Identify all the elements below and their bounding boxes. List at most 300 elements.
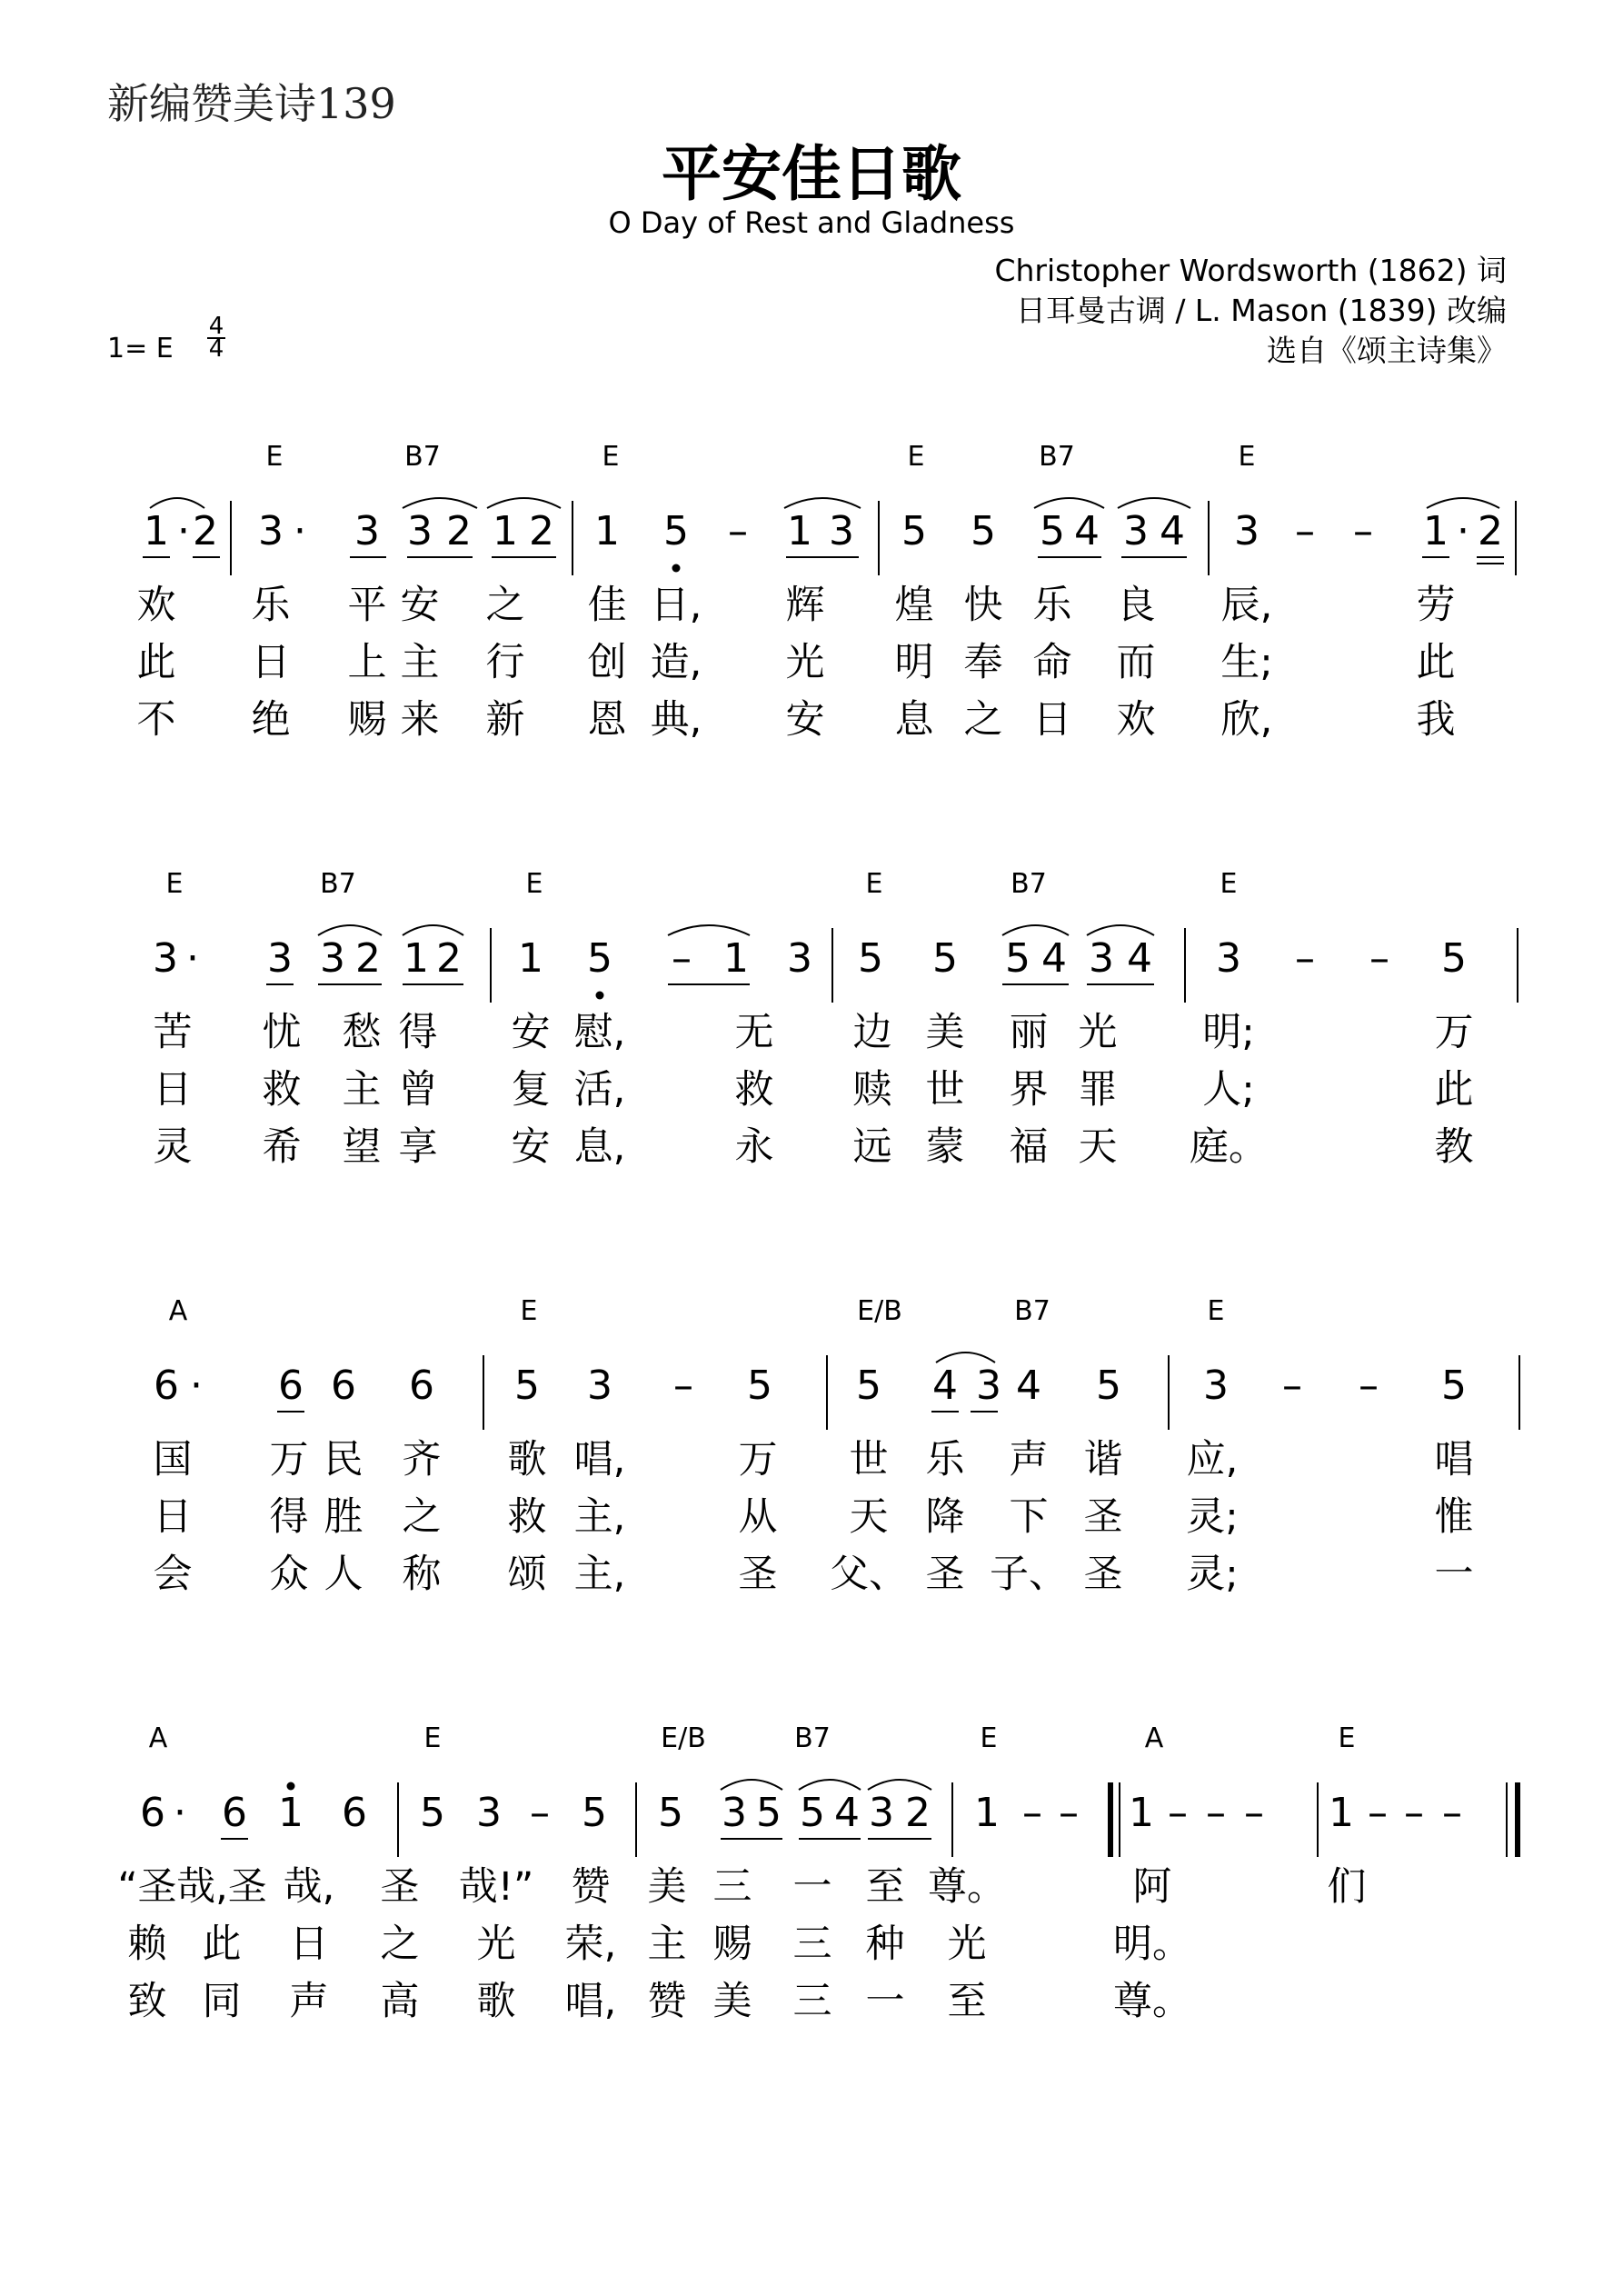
note: 1: [278, 1790, 304, 1836]
lyric-syllable: 一: [865, 1979, 905, 2024]
note: 5: [1441, 1363, 1467, 1409]
chord-symbol: E: [525, 868, 543, 900]
note: 3: [1216, 935, 1241, 982]
lyric-syllable: 救: [734, 1067, 774, 1113]
lyric-syllable: 惟: [1434, 1494, 1474, 1540]
lyric-syllable: 安: [511, 1010, 551, 1055]
lyric-syllable: 高: [380, 1979, 420, 2024]
note: 4: [1041, 935, 1067, 982]
lyric-syllable: 得: [269, 1494, 309, 1540]
lyric-syllable: 世: [925, 1067, 965, 1113]
lyric-syllable: 我: [1416, 697, 1456, 743]
slur: [318, 925, 382, 935]
lyric-syllable: 谐: [1083, 1437, 1123, 1482]
note: ·: [190, 1363, 203, 1409]
note: 1: [787, 508, 812, 554]
note: 3: [829, 508, 854, 554]
note: –: [1442, 1790, 1462, 1836]
lyric-syllable: 日: [251, 640, 291, 685]
lyric-syllable: 劳: [1416, 583, 1456, 628]
lyric-syllable: 光: [947, 1922, 987, 1967]
note: 5: [756, 1790, 782, 1836]
lyric-syllable: 赞: [647, 1979, 687, 2024]
lyric-syllable: 希: [262, 1124, 302, 1170]
lyric-syllable: 从: [738, 1494, 778, 1540]
note: ·: [174, 1790, 186, 1836]
lyric-syllable: 齐: [402, 1437, 442, 1482]
note: 1: [594, 508, 620, 554]
note: 5: [582, 1790, 607, 1836]
note: 1: [403, 935, 429, 982]
lyric-syllable: 日: [153, 1494, 193, 1540]
lyric-syllable: 日: [289, 1922, 329, 1967]
slur: [1034, 498, 1104, 508]
lyric-syllable: 奉: [963, 640, 1003, 685]
lyric-syllable: 绝: [251, 697, 291, 743]
note: 6: [342, 1790, 367, 1836]
lyric-syllable: 天: [849, 1494, 889, 1540]
lyric-syllable: 民: [324, 1437, 363, 1482]
lyric-syllable: 此: [202, 1922, 242, 1967]
hymn-subtitle: O Day of Rest and Gladness: [608, 205, 1015, 240]
lyric-syllable: 平: [347, 583, 387, 628]
lyric-syllable: 不: [136, 697, 176, 743]
lyric-syllable: 望: [342, 1124, 382, 1170]
lyric-syllable: 主: [342, 1067, 382, 1113]
lyric-syllable: 安: [511, 1124, 551, 1170]
note: 1: [1423, 508, 1449, 554]
lyric-syllable: 得: [398, 1010, 438, 1055]
lyric-syllable: 日: [1032, 697, 1072, 743]
lyric-syllable: 此: [136, 640, 176, 685]
note: 3: [153, 935, 178, 982]
slur: [1427, 498, 1499, 508]
lyric-syllable: 降: [925, 1494, 965, 1540]
lyric-syllable: 颂: [507, 1552, 547, 1597]
lyric-syllable: 光: [1078, 1010, 1118, 1055]
chord-symbol: E/B: [661, 1722, 706, 1754]
lyric-syllable: 赞: [571, 1864, 611, 1910]
lyric-syllable: 唱,: [573, 1437, 626, 1482]
lyric-syllable: 上: [347, 640, 387, 685]
chord-symbol: E: [865, 868, 883, 900]
note: 6: [222, 1790, 247, 1836]
lyric-syllable: 三: [792, 1922, 832, 1967]
lyric-syllable: 灵: [153, 1124, 193, 1170]
note: 6: [278, 1363, 304, 1409]
slur: [784, 498, 861, 508]
lyric-syllable: 生;: [1220, 640, 1273, 685]
lyric-syllable: 下: [1009, 1494, 1049, 1540]
note: 3: [722, 1790, 747, 1836]
lyric-syllable: 新: [485, 697, 525, 743]
lyric-syllable: 苦: [153, 1010, 193, 1055]
lyric-syllable: 阿: [1132, 1864, 1172, 1910]
lyric-syllable: 灵;: [1186, 1494, 1239, 1540]
lyric-syllable: “圣: [117, 1864, 177, 1910]
lyric-syllable: 圣: [1083, 1494, 1123, 1540]
lyric-syllable: 圣: [1083, 1552, 1123, 1597]
lyric-syllable: 息: [894, 697, 934, 743]
lyric-syllable: 至: [947, 1979, 987, 2024]
lyric-syllable: 永: [734, 1124, 774, 1170]
note: 3: [476, 1790, 502, 1836]
note: 5: [663, 508, 689, 554]
note: –: [1295, 935, 1315, 982]
chord-symbol: E: [1238, 441, 1256, 473]
note: 4: [1160, 508, 1185, 554]
note: 4: [932, 1363, 958, 1409]
lyric-syllable: 之: [963, 697, 1003, 743]
lyric-syllable: 活,: [573, 1067, 626, 1113]
note: 5: [1005, 935, 1031, 982]
note: –: [1368, 1790, 1388, 1836]
lyric-syllable: 之: [402, 1494, 442, 1540]
note: 4: [834, 1790, 860, 1836]
note: 5: [514, 1363, 540, 1409]
note: 5: [1441, 935, 1467, 982]
lyric-syllable: 歌: [476, 1979, 516, 2024]
lyric-syllable: 致: [127, 1979, 167, 2024]
lyric-syllable: 光: [476, 1922, 516, 1967]
lyric-syllable: 来: [400, 697, 440, 743]
note: 4: [1074, 508, 1100, 554]
lyric-syllable: 煌: [894, 583, 934, 628]
lyric-syllable: 赖: [127, 1922, 167, 1967]
lyric-syllable: 辰,: [1220, 583, 1273, 628]
note: 1: [1329, 1790, 1354, 1836]
lyric-syllable: 远: [852, 1124, 892, 1170]
lyric-syllable: 圣: [925, 1552, 965, 1597]
lyric-syllable: 主: [647, 1922, 687, 1967]
note: 2: [355, 935, 381, 982]
note: 2: [905, 1790, 931, 1836]
lyric-syllable: 三: [712, 1864, 752, 1910]
chord-symbol: E: [265, 441, 284, 473]
note: 6: [154, 1363, 179, 1409]
lyric-syllable: 万: [738, 1437, 778, 1482]
lyric-syllable: 美: [712, 1979, 752, 2024]
lyric-syllable: 人;: [1202, 1067, 1255, 1113]
lyric-syllable: 享: [398, 1124, 438, 1170]
lyric-syllable: 圣: [380, 1864, 420, 1910]
chord-symbol: A: [168, 1295, 188, 1327]
slur: [150, 498, 204, 508]
lyric-syllable: 光: [785, 640, 825, 685]
lyric-syllable: 欢: [136, 583, 176, 628]
lyric-syllable: 乐: [251, 583, 291, 628]
lyric-syllable: 灵;: [1186, 1552, 1239, 1597]
lyric-syllable: 人: [324, 1552, 363, 1597]
lyric-syllable: 至: [865, 1864, 905, 1910]
credit-tune: 日耳曼古调 / L. Mason (1839) 改编: [1015, 293, 1507, 328]
note: ·: [1457, 508, 1469, 554]
lyric-syllable: 无: [734, 1010, 774, 1055]
lyric-syllable: 而: [1116, 640, 1156, 685]
lyric-syllable: 众: [269, 1552, 309, 1597]
chord-symbol: E: [423, 1722, 442, 1754]
note: 2: [529, 508, 554, 554]
slur: [868, 1780, 931, 1790]
lyric-syllable: 界: [1009, 1067, 1049, 1113]
credit-words: Christopher Wordsworth (1862) 词: [994, 253, 1507, 288]
lyric-syllable: 教: [1434, 1124, 1474, 1170]
note: –: [530, 1790, 550, 1836]
lyric-syllable: 典,: [650, 697, 702, 743]
lyric-syllable: 乐: [925, 1437, 965, 1482]
chord-symbol: B7: [1014, 1295, 1050, 1327]
lyric-syllable: 恩: [587, 697, 627, 743]
note: 5: [971, 508, 996, 554]
lyric-syllable: 万: [1434, 1010, 1474, 1055]
lyric-syllable: 此: [1434, 1067, 1474, 1113]
lyric-syllable: 赎: [852, 1067, 892, 1113]
lyric-syllable: 美: [647, 1864, 687, 1910]
note: –: [1244, 1790, 1264, 1836]
credit-source: 选自《颂主诗集》: [1267, 333, 1507, 368]
note: 1: [518, 935, 543, 982]
slur: [1118, 498, 1190, 508]
slur: [799, 1780, 861, 1790]
note: 1: [493, 508, 518, 554]
note: –: [1168, 1790, 1188, 1836]
chord-symbol: B7: [1011, 868, 1047, 900]
note: 5: [1040, 508, 1065, 554]
note: 4: [1127, 935, 1152, 982]
chord-symbol: A: [148, 1722, 168, 1754]
note: 2: [446, 508, 472, 554]
note: 3: [1234, 508, 1260, 554]
slur: [721, 1780, 782, 1790]
note: 1: [1129, 1790, 1154, 1836]
lyric-syllable: 曾: [398, 1067, 438, 1113]
note: –: [1059, 1790, 1079, 1836]
note: 5: [858, 935, 883, 982]
note: –: [673, 1363, 693, 1409]
note: 5: [747, 1363, 772, 1409]
slur: [403, 498, 477, 508]
lyric-syllable: 主: [400, 640, 440, 685]
note: 3: [267, 935, 293, 982]
note: 3: [258, 508, 284, 554]
lyric-syllable: 命: [1032, 640, 1072, 685]
lyric-syllable: 主,: [573, 1494, 626, 1540]
note: –: [1353, 508, 1373, 554]
chord-symbol: E/B: [857, 1295, 902, 1327]
lyric-syllable: 三: [792, 1979, 832, 2024]
note: 3: [787, 935, 812, 982]
note: 5: [856, 1363, 881, 1409]
octave-dot: [672, 564, 681, 573]
slur: [1087, 925, 1154, 935]
lyric-syllable: 歌: [507, 1437, 547, 1482]
lyric-syllable: 救: [507, 1494, 547, 1540]
note: –: [1295, 508, 1315, 554]
octave-dot: [596, 992, 604, 1000]
note: –: [1359, 1363, 1379, 1409]
note: 1: [974, 1790, 1000, 1836]
lyric-syllable: 欣,: [1220, 697, 1273, 743]
note: ·: [294, 508, 306, 554]
lyric-syllable: 声: [289, 1979, 329, 2024]
note: 3: [1203, 1363, 1229, 1409]
lyric-syllable: 父、: [830, 1552, 908, 1597]
lyric-syllable: 会: [153, 1552, 193, 1597]
note: –: [1404, 1790, 1424, 1836]
lyric-syllable: 万: [269, 1437, 309, 1482]
lyric-syllable: 庭。: [1190, 1124, 1268, 1170]
note: 6: [140, 1790, 165, 1836]
slur: [1002, 925, 1069, 935]
lyric-syllable: 唱,: [564, 1979, 617, 2024]
note: 6: [331, 1363, 356, 1409]
lyric-syllable: 世: [849, 1437, 889, 1482]
note: 5: [420, 1790, 445, 1836]
octave-dot: [287, 1782, 295, 1791]
chord-symbol: E: [1220, 868, 1238, 900]
lyric-syllable: 愁: [342, 1010, 382, 1055]
note: 3: [320, 935, 345, 982]
note: 3: [354, 508, 380, 554]
chord-symbol: B7: [320, 868, 356, 900]
chord-symbol: E: [520, 1295, 538, 1327]
lyric-syllable: 乐: [1032, 583, 1072, 628]
time-signature-bottom: 4: [208, 335, 224, 363]
slur: [403, 925, 463, 935]
lyric-syllable: 赐: [347, 697, 387, 743]
note: 3: [1123, 508, 1149, 554]
lyric-syllable: 哉,圣: [176, 1864, 267, 1910]
lyric-syllable: 称: [402, 1552, 442, 1597]
note: 1: [723, 935, 749, 982]
lyric-syllable: 良: [1116, 583, 1156, 628]
lyric-syllable: 快: [963, 583, 1003, 628]
lyric-syllable: 之: [485, 583, 525, 628]
note: 1: [144, 508, 169, 554]
note: –: [1022, 1790, 1042, 1836]
note: ·: [177, 508, 190, 554]
lyric-syllable: 慰,: [573, 1010, 626, 1055]
lyric-syllable: 安: [785, 697, 825, 743]
lyric-syllable: 造,: [650, 640, 702, 685]
lyric-syllable: 边: [852, 1010, 892, 1055]
note: 5: [901, 508, 927, 554]
lyric-syllable: 子、: [990, 1552, 1068, 1597]
chord-symbol: E: [980, 1722, 998, 1754]
lyric-syllable: 们: [1327, 1864, 1367, 1910]
lyric-syllable: 美: [925, 1010, 965, 1055]
lyric-syllable: 同: [202, 1979, 242, 2024]
lyric-syllable: 明: [894, 640, 934, 685]
chord-symbol: E: [1338, 1722, 1356, 1754]
lyric-syllable: 日: [153, 1067, 193, 1113]
time-signature-top: 4: [208, 313, 224, 340]
slur: [668, 925, 750, 935]
lyric-syllable: 一: [1434, 1552, 1474, 1597]
note: 2: [193, 508, 218, 554]
chord-symbol: E: [907, 441, 925, 473]
note: 3: [587, 1363, 612, 1409]
lyric-syllable: 种: [865, 1922, 905, 1967]
note: 5: [587, 935, 612, 982]
note: –: [1206, 1790, 1226, 1836]
lyric-syllable: 辉: [785, 583, 825, 628]
chord-symbol: E: [1207, 1295, 1225, 1327]
lyric-syllable: 欢: [1116, 697, 1156, 743]
lyric-syllable: 创: [587, 640, 627, 685]
note: 6: [409, 1363, 434, 1409]
note: –: [1369, 935, 1389, 982]
key-signature: 1= E: [107, 333, 174, 364]
lyric-syllable: 福: [1009, 1124, 1049, 1170]
lyric-syllable: 主,: [573, 1552, 626, 1597]
lyric-syllable: 哉,: [283, 1864, 335, 1910]
lyric-syllable: 明;: [1202, 1010, 1255, 1055]
hymnal-number: 新编赞美诗139: [107, 79, 396, 128]
lyric-syllable: 一: [792, 1864, 832, 1910]
hymn-title: 平安佳日歌: [662, 139, 961, 209]
chord-symbol: B7: [404, 441, 441, 473]
note: 5: [658, 1790, 683, 1836]
lyric-syllable: 罪: [1078, 1067, 1118, 1113]
note: 3: [407, 508, 433, 554]
lyric-syllable: 应,: [1186, 1437, 1239, 1482]
note: 3: [1089, 935, 1114, 982]
lyric-syllable: 忧: [262, 1010, 302, 1055]
lyric-syllable: 尊。: [1113, 1979, 1191, 2024]
note: 4: [1016, 1363, 1041, 1409]
slur: [936, 1353, 995, 1363]
lyric-syllable: 圣: [738, 1552, 778, 1597]
lyric-syllable: 丽: [1009, 1010, 1049, 1055]
lyric-syllable: 之: [380, 1922, 420, 1967]
chord-symbol: A: [1144, 1722, 1164, 1754]
lyric-syllable: 明。: [1113, 1922, 1191, 1967]
note: 2: [436, 935, 462, 982]
lyric-syllable: 唱: [1434, 1437, 1474, 1482]
lyric-syllable: 天: [1078, 1124, 1118, 1170]
note: 5: [800, 1790, 825, 1836]
note: –: [672, 935, 692, 982]
lyric-syllable: 荣,: [564, 1922, 617, 1967]
note: 5: [1096, 1363, 1121, 1409]
lyric-syllable: 尊。: [928, 1864, 1006, 1910]
note: 3: [976, 1363, 1001, 1409]
lyric-syllable: 赐: [712, 1922, 752, 1967]
lyric-syllable: 救: [262, 1067, 302, 1113]
note: –: [1282, 1363, 1302, 1409]
chord-symbol: B7: [794, 1722, 831, 1754]
lyric-syllable: 行: [485, 640, 525, 685]
note: –: [728, 508, 748, 554]
note: 3: [869, 1790, 894, 1836]
chord-symbol: E: [165, 868, 184, 900]
chord-symbol: B7: [1039, 441, 1075, 473]
slur: [487, 498, 561, 508]
note: 5: [932, 935, 958, 982]
lyric-syllable: 复: [511, 1067, 551, 1113]
lyric-syllable: 国: [153, 1437, 193, 1482]
lyric-syllable: 息,: [573, 1124, 626, 1170]
chord-symbol: E: [602, 441, 620, 473]
lyric-syllable: 哉!”: [458, 1864, 534, 1910]
lyric-syllable: 此: [1416, 640, 1456, 685]
lyric-syllable: 安: [400, 583, 440, 628]
lyric-syllable: 声: [1009, 1437, 1049, 1482]
lyric-syllable: 胜: [324, 1494, 363, 1540]
lyric-syllable: 蒙: [925, 1124, 965, 1170]
note: ·: [186, 935, 199, 982]
